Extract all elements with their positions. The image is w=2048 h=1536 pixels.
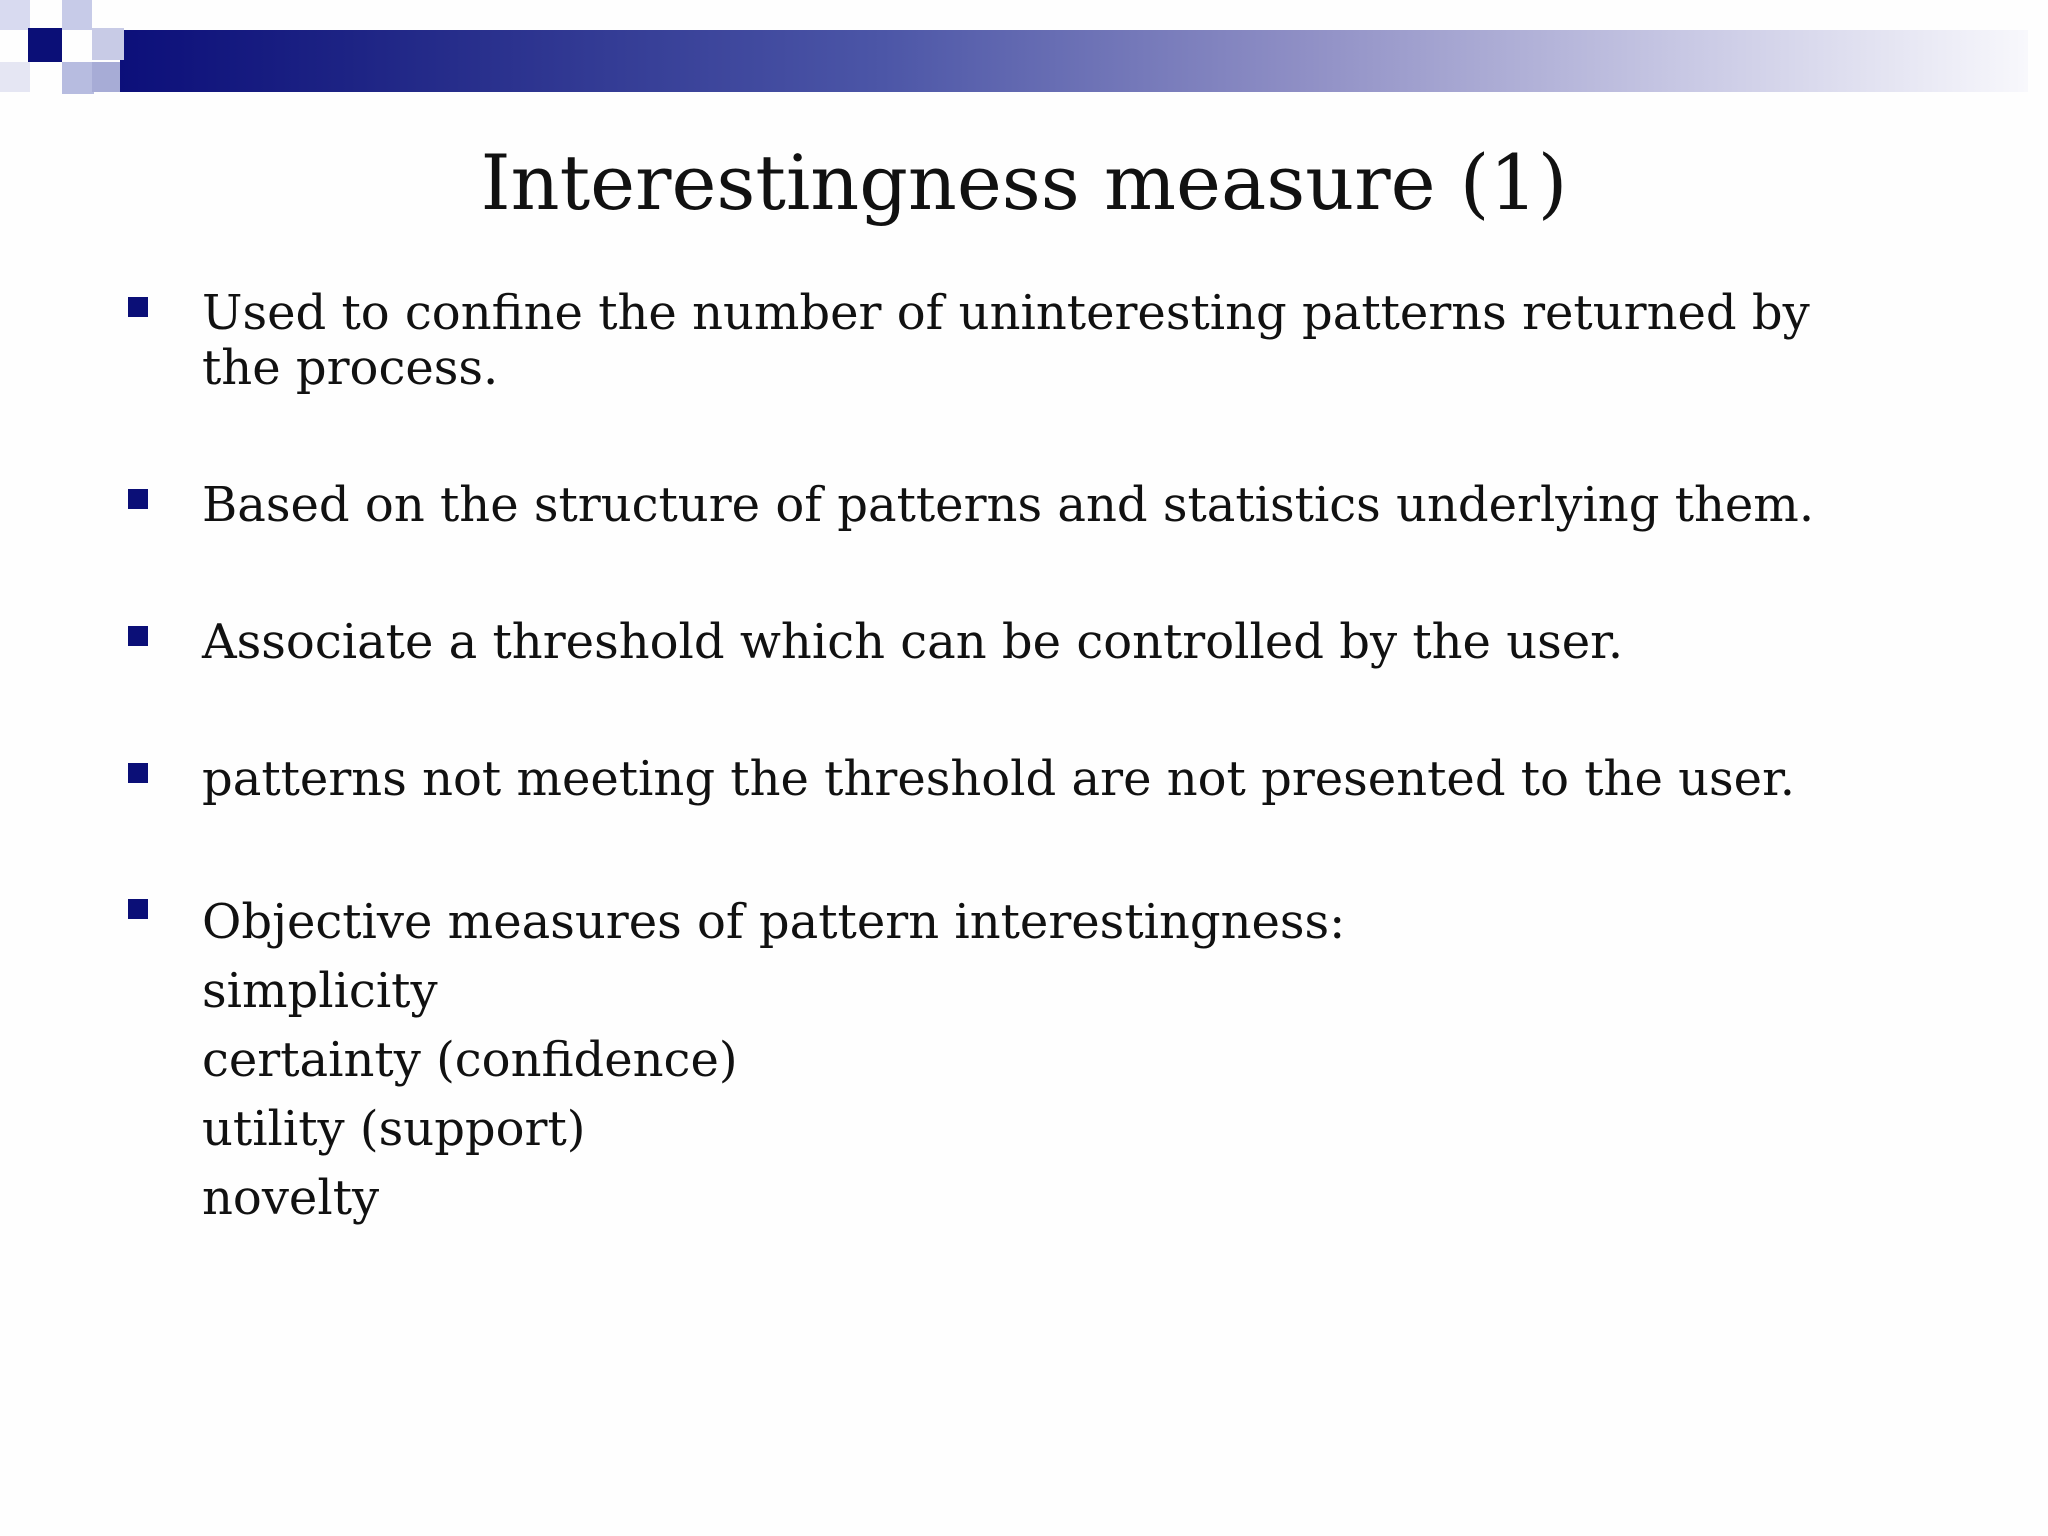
bullet-text: Based on the structure of patterns and statistics underlying them. — [202, 477, 1815, 533]
measure-item: utility (support) — [202, 1101, 586, 1157]
measure-item: simplicity — [202, 963, 438, 1019]
square-bullet-icon — [128, 899, 148, 919]
measure-item: certainty (confidence) — [202, 1032, 738, 1088]
square-bullet-icon — [128, 297, 148, 317]
bullet-heading: Objective measures of pattern interestingness: — [202, 894, 1346, 950]
measure-item: novelty — [202, 1170, 380, 1226]
bullet-text: Used to confine the number of uninteresting patterns returned by the process. — [202, 285, 1810, 396]
bullet-text — [202, 888, 1842, 1233]
square-bullet-icon — [128, 626, 148, 646]
bullet-text: patterns not meeting the threshold are not presented to the user. — [202, 751, 1795, 807]
square-bullet-icon — [128, 489, 148, 509]
bullet-text: Associate a threshold which can be controlled by the user. — [202, 614, 1624, 670]
square-bullet-icon — [128, 763, 148, 783]
slide-title: Interestingness measure (1) — [480, 138, 1568, 227]
